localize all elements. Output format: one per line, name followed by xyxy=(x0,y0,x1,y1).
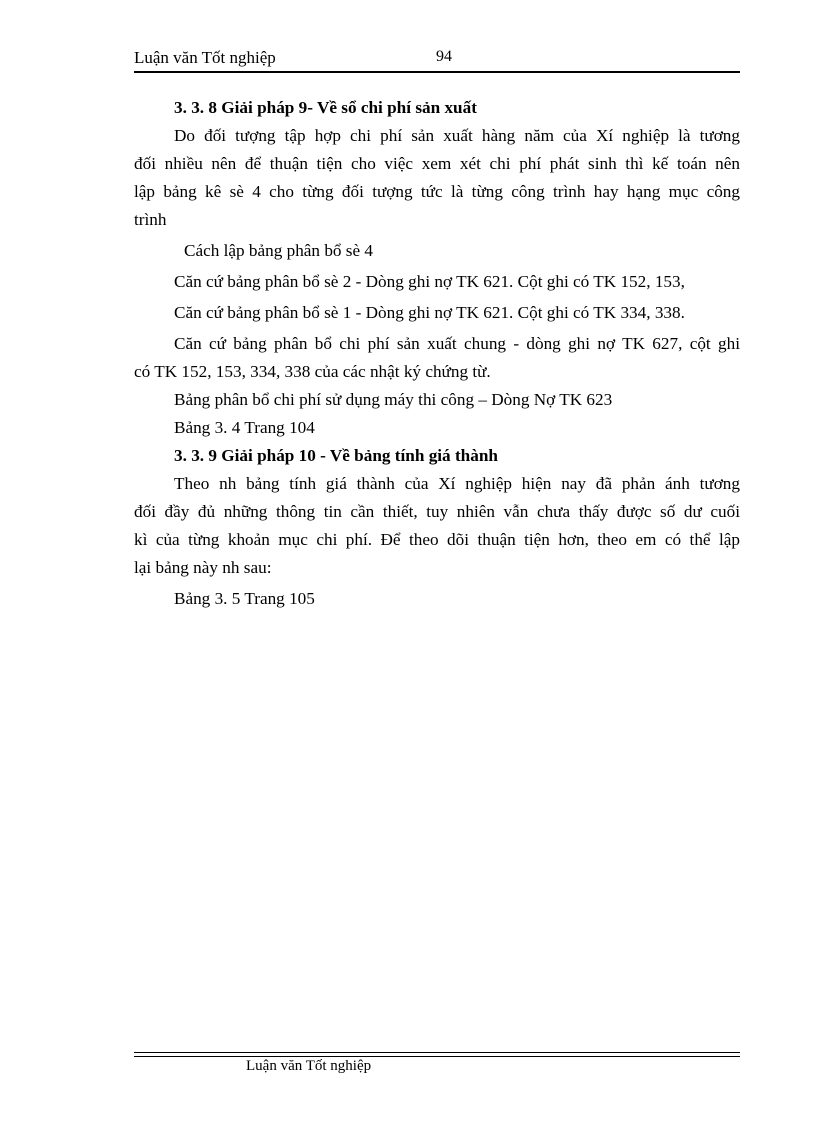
page-number: 94 xyxy=(436,48,452,65)
paragraph-line: lại bảng này nh sau: xyxy=(134,558,272,577)
basis-line-table-2: Căn cứ bảng phân bổ sè 2 - Dòng ghi nợ TK 621. Cột ghi có TK 152, 153, xyxy=(174,272,685,291)
paragraph-line: đối nhiều nên để thuận tiện cho việc xem xét chi phí phát sinh thì kế toán nên xyxy=(134,154,740,173)
table-reference-3-4: Bảng 3. 4 Trang 104 xyxy=(174,418,315,437)
paragraph-line: Theo nh bảng tính giá thành của Xí nghiệp hiện nay đã phản ánh tương xyxy=(174,474,740,493)
basis-line-table-1: Căn cứ bảng phân bổ sè 1 - Dòng ghi nợ TK 621. Cột ghi có TK 334, 338. xyxy=(174,303,685,322)
machine-cost-line: Bảng phân bổ chi phí sử dụng máy thi công – Dòng Nợ TK 623 xyxy=(174,390,613,409)
document-body xyxy=(134,94,740,613)
paragraph-line: có TK 152, 153, 334, 338 của các nhật ký chứng từ. xyxy=(134,362,491,381)
paragraph-general-costs xyxy=(134,330,740,386)
table-reference-3-5: Bảng 3. 5 Trang 105 xyxy=(174,589,315,608)
footer-title: Luận văn Tốt nghiệp xyxy=(246,1058,372,1074)
footer-rule xyxy=(134,1052,740,1057)
paragraph-cost-calculation xyxy=(134,470,740,582)
header-title: Luận văn Tốt nghiệp xyxy=(134,48,276,67)
paragraph-cost-ledger xyxy=(134,122,740,234)
paragraph-line: lập bảng kê sè 4 cho từng đối tượng tức là từng công trình hay hạng mục công xyxy=(134,182,740,201)
paragraph-line: kì của từng khoản mục chi phí. Để theo dõi thuận tiện hơn, theo em có thể lập xyxy=(134,530,740,549)
paragraph-line: trình xyxy=(134,210,167,229)
paragraph-line: đối đầy đủ những thông tin cần thiết, tuy nhiên vẫn chưa thấy được số dư cuối xyxy=(134,502,740,521)
header-rule xyxy=(134,71,740,73)
paragraph-line: Do đối tượng tập hợp chi phí sản xuất hàng năm của Xí nghiệp là tương xyxy=(174,126,740,145)
paragraph-line: Căn cứ bảng phân bổ chi phí sản xuất chung - dòng ghi nợ TK 627, cột ghi xyxy=(174,334,740,353)
method-title: Cách lập bảng phân bổ sè 4 xyxy=(184,241,374,260)
section-heading-3-3-8: 3. 3. 8 Giải pháp 9- Về sổ chi phí sản xuất xyxy=(174,98,477,117)
section-heading-3-3-9: 3. 3. 9 Giải pháp 10 - Về bảng tính giá thành xyxy=(174,446,498,465)
